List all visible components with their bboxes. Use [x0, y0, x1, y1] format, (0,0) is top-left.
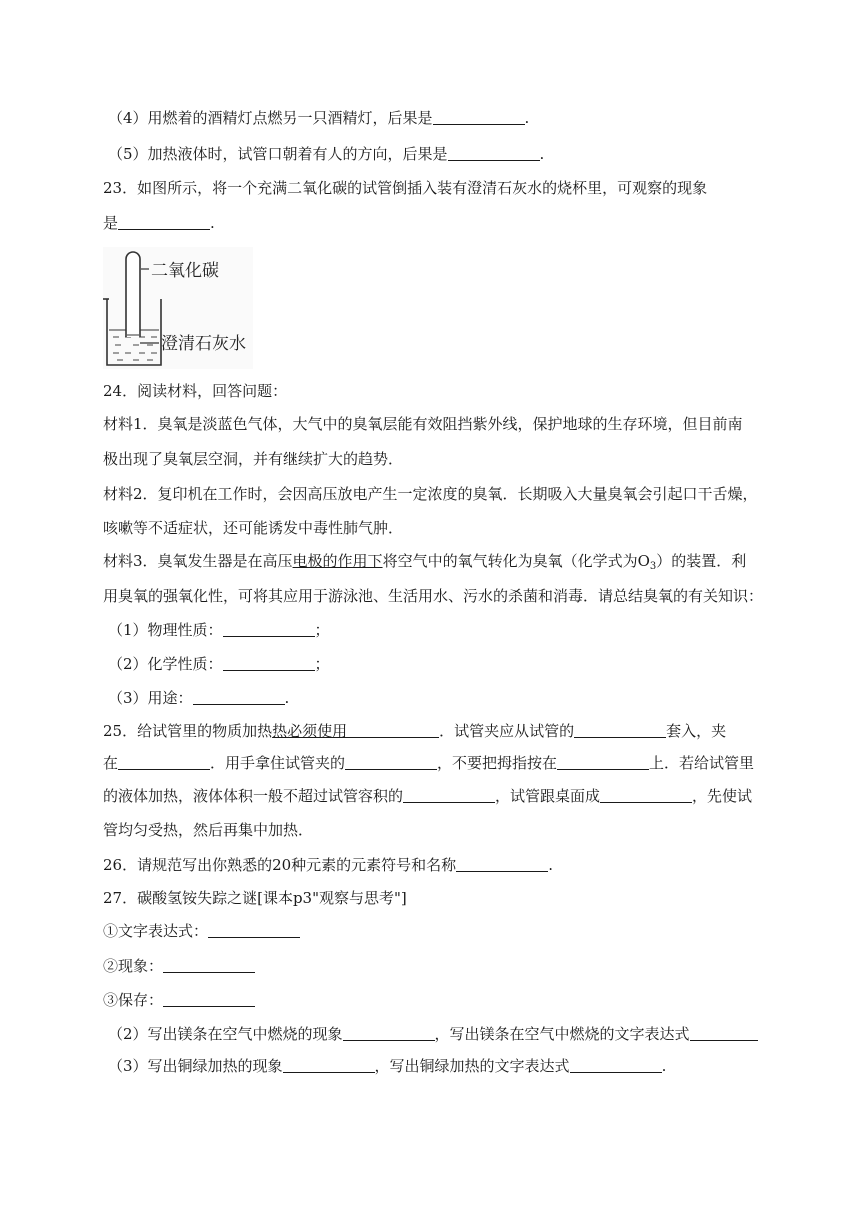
answer-blank[interactable] [600, 787, 692, 803]
answer-blank[interactable] [690, 1025, 758, 1041]
q25-line-d: 管均匀受热，然后再集中加热． [103, 821, 314, 839]
answer-blank[interactable] [163, 957, 255, 973]
q26-line: 26．请规范写出你熟悉的20种元素的元素符号和名称 . [103, 856, 553, 874]
material3-line-b: 用臭氧的强氧化性，可将其应用于游泳池、生活用水、污水的杀菌和消毒．请总结臭氧的有关知识： [103, 587, 764, 605]
q23-line-b: 是 . [103, 214, 215, 232]
q22-4-line: （4）用燃着的酒精灯点燃另一只酒精灯，后果是 . [108, 109, 530, 127]
answer-blank[interactable] [345, 754, 437, 770]
label-limewater: 澄清石灰水 [161, 334, 246, 354]
answer-blank[interactable] [448, 145, 540, 161]
answer-blank[interactable] [208, 922, 300, 938]
answer-blank[interactable] [223, 621, 315, 637]
answer-blank[interactable] [118, 214, 210, 230]
q27-3-line: ③保存： [103, 990, 255, 1010]
q27-2-line: ②现象： [103, 956, 255, 976]
answer-blank[interactable] [343, 1025, 435, 1041]
q25-line-a: 25．给试管里的物质加热热必须使用 ．试管夹应从试管的 套入，夹 [103, 722, 727, 740]
q25-line-b: 在 ．用手拿住试管夹的 ，不要把拇指按在 上．若给试管里 [103, 754, 755, 772]
question-text: （4）用燃着的酒精灯点燃另一只酒精灯，后果是 [108, 109, 433, 127]
answer-blank[interactable] [574, 722, 666, 738]
q24-line: 24．阅读材料，回答问题： [103, 382, 288, 400]
answer-blank[interactable] [456, 856, 548, 872]
q27-4-line: （2）写出镁条在空气中燃烧的现象 ，写出镁条在空气中燃烧的文字表达式 [108, 1024, 758, 1044]
test-tube-figure [103, 247, 253, 369]
material3-line-a: 材料3．臭氧发生器是在高压电极的作用下将空气中的氧气转化为臭氧（化学式为$O_3$）的装置．利 [103, 552, 747, 572]
q24-2-line: （2）化学性质： ； [108, 655, 330, 673]
test-tube [126, 252, 140, 337]
answer-blank[interactable] [283, 1057, 375, 1073]
answer-blank[interactable] [433, 109, 525, 125]
q24-3-line: （3）用途： . [108, 689, 290, 707]
label-co2: 二氧化碳 [151, 261, 219, 281]
question-text: 23．如图所示，将一个充满二氧化碳的试管倒插入装有澄清石灰水的烧杯里，可观察的现象 [103, 179, 708, 197]
material1-line-a: 材料1．臭氧是淡蓝色气体，大气中的臭氧层能有效阻挡紫外线，保护地球的生存环境，但目前南 [103, 415, 743, 433]
q27-5-line: （3）写出铜绿加热的现象 ，写出铜绿加热的文字表达式 . [108, 1057, 667, 1075]
answer-blank[interactable] [570, 1057, 662, 1073]
material2-line-a: 材料2．复印机在工作时，会因高压放电产生一定浓度的臭氧．长期吸入大量臭氧会引起口干舌燥， [103, 485, 758, 503]
q27-1-line: ①文字表达式： [103, 921, 300, 941]
q24-1-line: （1）物理性质： ； [108, 621, 330, 639]
answer-blank[interactable] [557, 754, 649, 770]
answer-blank[interactable] [223, 655, 315, 671]
q27-line: 27．碳酸氢铵失踪之谜[课本p3"观察与思考"] [103, 889, 407, 907]
answer-blank[interactable] [347, 722, 439, 738]
q25-line-c: 的液体加热，液体体积一般不超过试管容积的 ，试管跟桌面成 ，先使试 [103, 787, 753, 805]
material2-line-b: 咳嗽等不适症状，还可能诱发中毒性肺气肿． [103, 519, 404, 537]
answer-blank[interactable] [403, 787, 495, 803]
question-text: （5）加热液体时，试管口朝着有人的方向，后果是 [108, 145, 448, 163]
answer-blank[interactable] [118, 754, 210, 770]
material1-line-b: 极出现了臭氧层空洞，并有继续扩大的趋势． [103, 450, 404, 468]
q23-line-a [103, 178, 707, 198]
answer-blank[interactable] [193, 689, 285, 705]
answer-blank[interactable] [163, 991, 255, 1007]
q22-5-line: （5）加热液体时，试管口朝着有人的方向，后果是 . [108, 145, 545, 163]
